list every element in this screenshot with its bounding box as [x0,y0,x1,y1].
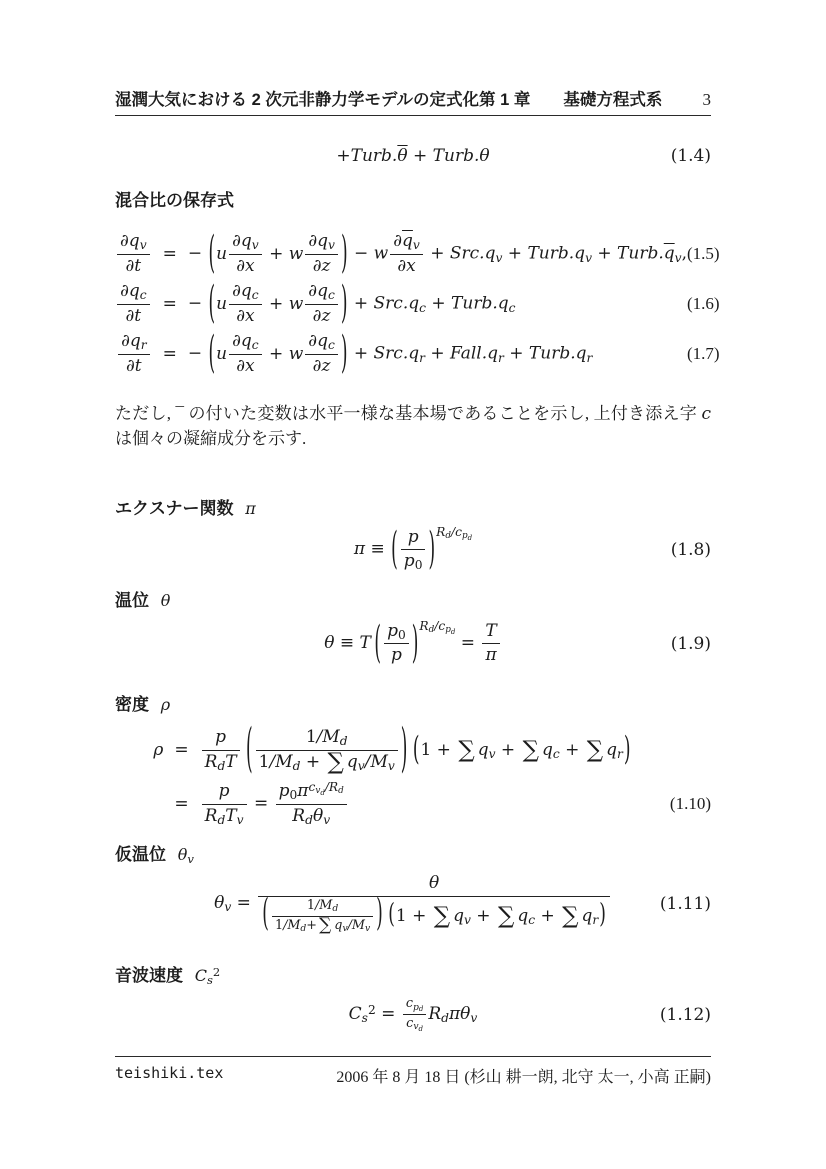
equation-1-7-number: (1.7) [686,344,720,364]
section-heading-exner-function [115,498,711,520]
eq-1-6-lhs: $\frac{\partial q_c}{\partial t}$ [115,282,152,326]
footer-filename: teishiki.tex [115,1064,224,1082]
section-math-cs2: $C_s^2$ [194,965,221,988]
section-label: 音波速度 [115,966,183,986]
equation-1-12 [115,996,711,1034]
equation-1-8 [115,523,711,576]
equation-1-9-number: (1.9) [670,633,711,654]
equation-1-4-math: $+Turb.\overline{\theta}$ + Turb.θ [336,146,490,166]
section-label: 仮温位 [115,845,166,865]
section-label: 温位 [115,590,149,610]
body-text-note [115,402,711,451]
eq-1-10-relation-2: = [174,794,189,815]
equation-1-4-number: (1.4) [670,146,711,166]
eq-1-6-rhs: − (u $\frac{\partial q_c}{\partial x}$ + w $\frac{\partial q_c}{\partial z}$ ) + $Src.q_c$ + $Turb.q_c$ [187,278,516,331]
note-mid: の付いた変数は水平一様な基本場であることを示し, 上付き添え字 [183,404,702,424]
section-math-theta-v: $\theta_v$ [177,845,194,867]
section-heading-mixing-ratio [115,190,711,212]
section-math-theta: θ [160,590,171,610]
eq-1-10-rhs-2: p $R_dT_v$ = $p_0\pi^{c_{v_d}/R_d}$ $R_d\theta_v$ [200,782,349,826]
note-post: は個々の凝縮成分を示す. [115,429,307,449]
eq-1-5-relation: = [162,244,177,265]
equation-1-12-number: (1.12) [659,1004,711,1025]
overbar-symbol: ¯ [175,404,184,424]
equation-1-8-math: π ≡ ( $\frac{p}{p_0}$ )$^{R_d/c_{p_d}}$ [353,523,473,576]
page-header [115,86,711,116]
eq-1-7-relation: = [162,344,177,365]
eq-1-6-relation: = [162,294,177,315]
equation-1-12-math: $C_s^2$ = $c_{p_d}$ $c_{v_d}$ $R_d\pi\theta_v$ [348,996,478,1034]
equation-1-10-number: (1.10) [669,794,711,814]
eq-1-10-relation-1: = [174,740,189,761]
page-content [115,0,720,1034]
equation-1-11 [115,873,711,937]
page-footer [115,1056,711,1087]
section-label: 混合比の保存式 [115,191,234,210]
equation-1-5-number: (1.5) [686,244,720,264]
equation-1-9 [115,617,711,670]
footer-date-authors: 2006 年 8 月 18 日 (杉山 耕一朗, 北守 太一, 小高 正嗣) [336,1069,711,1086]
equation-1-10 [115,719,711,827]
section-heading-potential-temperature [115,590,711,612]
eq-1-5-rhs: − (u $\frac{\partial q_v}{\partial x}$ + w $\frac{\partial q_v}{\partial z}$ ) − w $\frac{\partial\overline{q}_v}{\partial x}$ + $Src.q_v$ + $Turb.q_v$ + $Turb.\overline{q}_v$, [187,228,687,281]
section-heading-sound-speed [115,965,711,987]
note-pre: ただし, [115,404,176,424]
equation-1-11-number: (1.11) [659,893,711,914]
eq-1-5-lhs: $\frac{\partial q_v}{\partial t}$ [115,232,152,276]
section-label: エクスナー関数 [115,498,234,518]
section-heading-virtual-potential-temperature [115,844,711,866]
eq-1-10-rhs-1: p $R_dT$ ( $\frac{1/M_d}{1/M_d + \sum q_v/M_v}$ ) (1 + ∑ $q_v$ + ∑ $q_c$ + ∑ $q_r$) [200,728,632,772]
section-heading-density [115,694,711,716]
page-number: 3 [702,90,711,109]
header-title: 湿潤大気における 2 次元非静力学モデルの定式化第 1 章 基礎方程式系 [115,91,663,109]
equations-1-5-to-1-7 [115,228,720,381]
eq-1-7-rhs: − (u $\frac{\partial q_c}{\partial x}$ + w $\frac{\partial q_c}{\partial z}$ ) + $Src.q_r$ + $Fall.q_r$ + $Turb.q_r$ [187,328,593,381]
note-var-c: c [701,404,712,425]
eq-1-7-lhs: $\frac{\partial q_r}{\partial t}$ [116,332,152,376]
equation-1-11-math: $\theta_v$ = θ ( $\frac{1/M_d}{1/M_d+ \sum q_v/M_v}$ ) (1 + ∑ $q_v$ + ∑ $q_c$ + ∑ $q_r$) [214,893,612,913]
equation-1-4 [115,146,711,166]
section-label: 密度 [115,695,149,715]
section-math-rho: ρ [160,695,171,715]
equation-1-8-number: (1.8) [670,539,711,560]
equation-1-9-math: θ ≡ T ( $\frac{p_0}{p}$ )$^{R_d/c_{p_d}}$ = $\frac{T}{\pi}$ [324,633,502,653]
eq-1-10-lhs: ρ [153,740,164,761]
equation-1-6-number: (1.6) [686,294,720,314]
section-math-pi: π [245,498,256,518]
